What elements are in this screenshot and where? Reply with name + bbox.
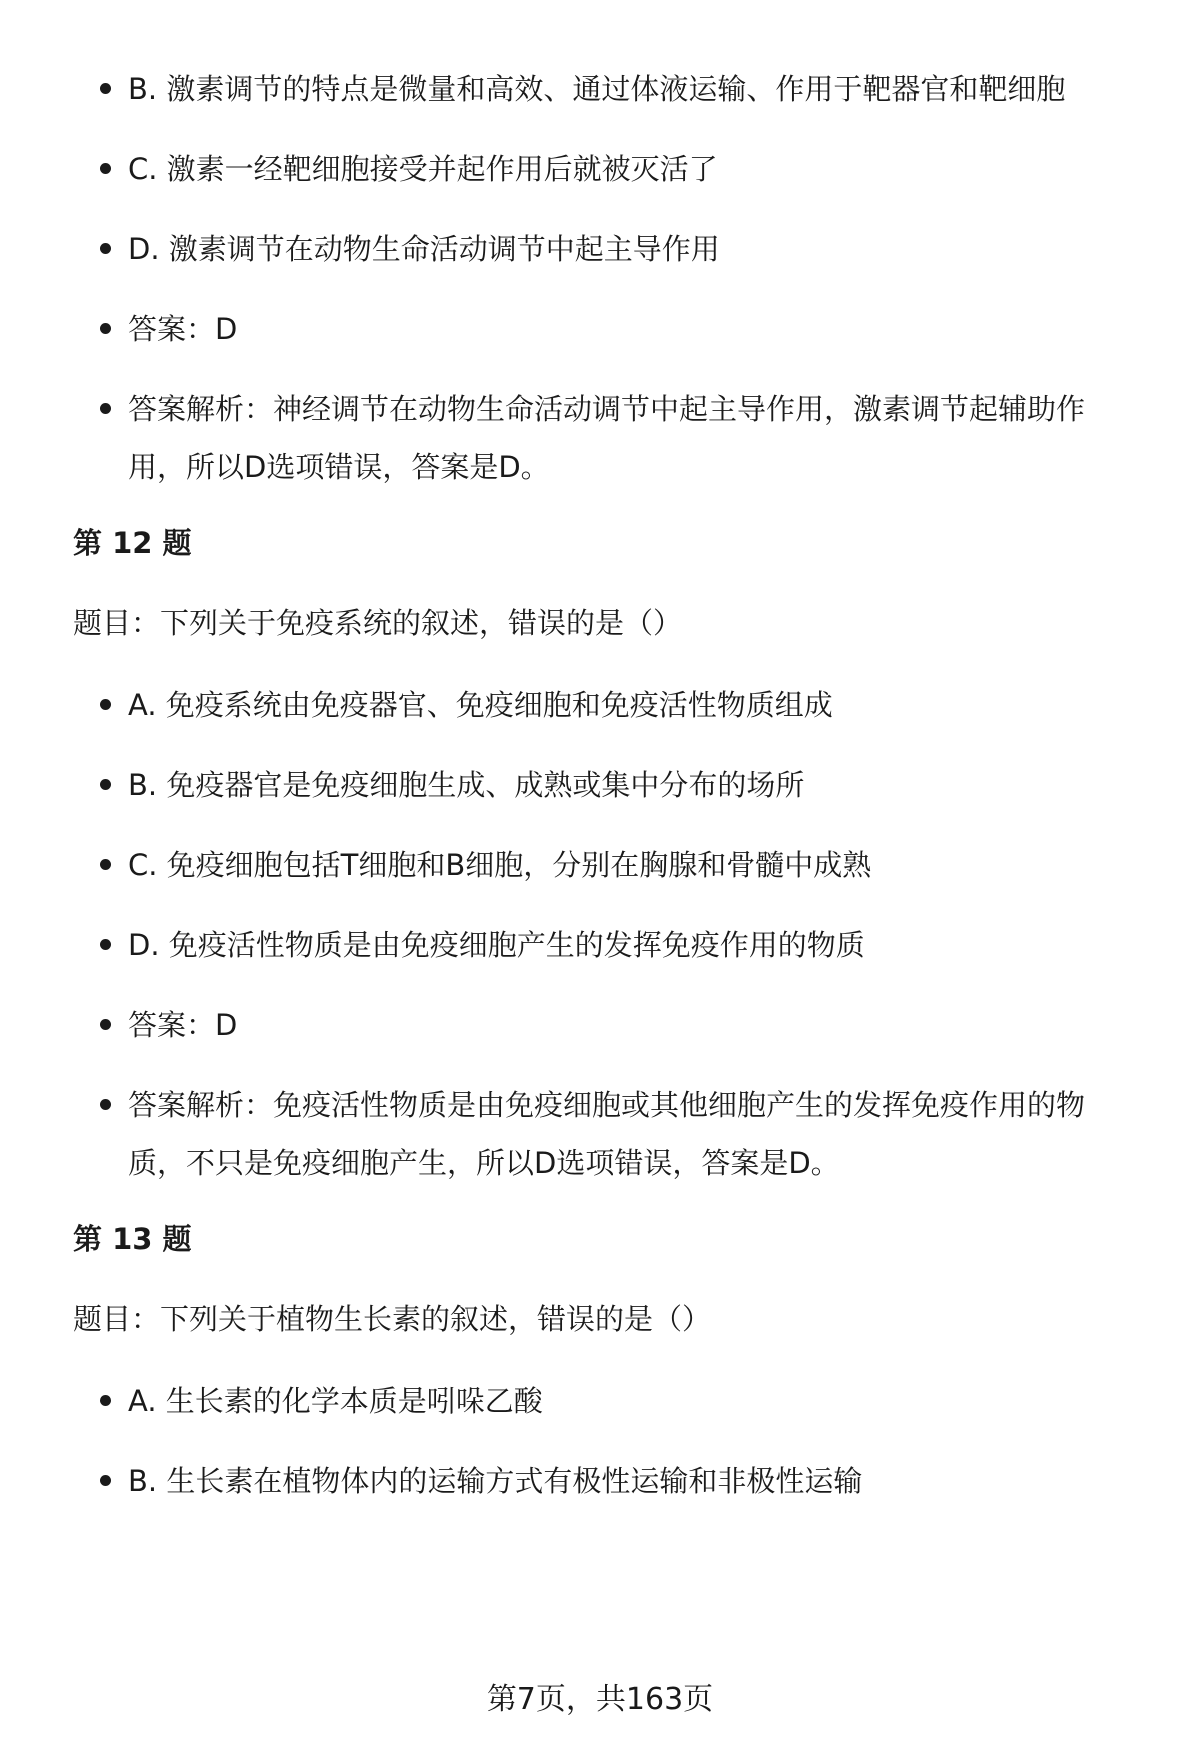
q12-option-b: B. 免疫器官是免疫细胞生成、成熟或集中分布的场所 bbox=[128, 756, 1128, 814]
q12-stem: 题目：下列关于免疫系统的叙述，错误的是（） bbox=[73, 606, 683, 640]
q11-analysis: 答案解析：神经调节在动物生命活动调节中起主导作用，激素调节起辅助作用，所以D选项错误，答案是D。 bbox=[128, 380, 1128, 496]
q13-heading: 第 13 题 bbox=[73, 1222, 192, 1256]
q13-option-b: B. 生长素在植物体内的运输方式有极性运输和非极性运输 bbox=[128, 1452, 1128, 1510]
q11-answer: 答案：D bbox=[128, 300, 1128, 358]
q12-option-c: C. 免疫细胞包括T细胞和B细胞，分别在胸腺和骨髓中成熟 bbox=[128, 836, 1128, 894]
q11-option-c: C. 激素一经靶细胞接受并起作用后就被灭活了 bbox=[128, 140, 1128, 198]
q12-heading: 第 12 题 bbox=[73, 526, 192, 560]
q13-stem: 题目：下列关于植物生长素的叙述，错误的是（） bbox=[73, 1302, 712, 1336]
q12-option-d: D. 免疫活性物质是由免疫细胞产生的发挥免疫作用的物质 bbox=[128, 916, 1128, 974]
q13-option-a: A. 生长素的化学本质是吲哚乙酸 bbox=[128, 1372, 1128, 1430]
page-footer: 第7页，共163页 bbox=[486, 1682, 714, 1717]
q11-option-b: B. 激素调节的特点是微量和高效、通过体液运输、作用于靶器官和靶细胞 bbox=[128, 60, 1128, 118]
q12-option-a: A. 免疫系统由免疫器官、免疫细胞和免疫活性物质组成 bbox=[128, 676, 1128, 734]
q11-option-d: D. 激素调节在动物生命活动调节中起主导作用 bbox=[128, 220, 1128, 278]
q12-answer: 答案：D bbox=[128, 996, 1128, 1054]
q12-analysis: 答案解析：免疫活性物质是由免疫细胞或其他细胞产生的发挥免疫作用的物质，不只是免疫细胞产生，所以D选项错误，答案是D。 bbox=[128, 1076, 1128, 1192]
